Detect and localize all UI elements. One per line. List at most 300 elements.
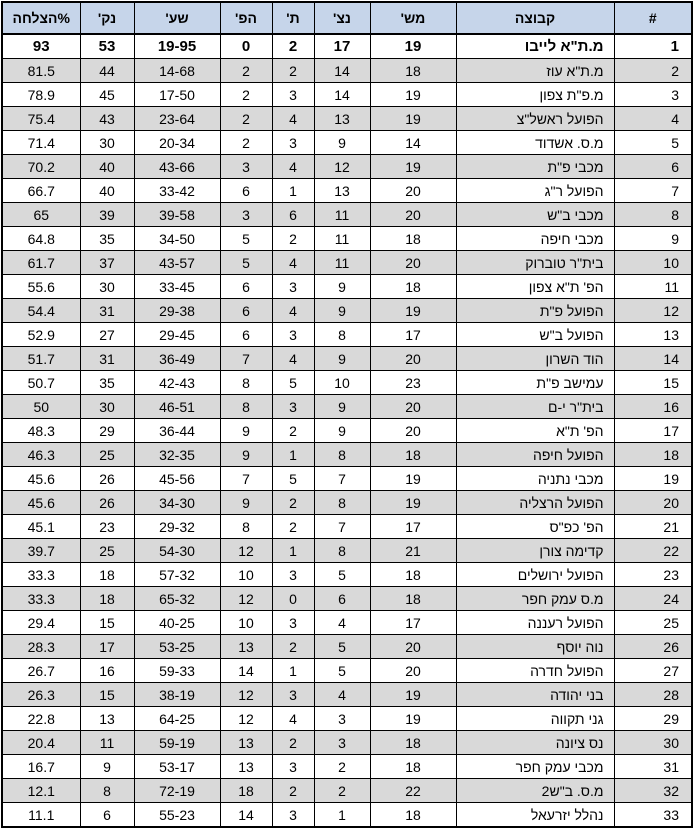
- cell-losses: 18: [220, 779, 272, 803]
- cell-wins: 5: [314, 563, 370, 587]
- cell-pos: 11: [614, 275, 692, 299]
- cell-losses: 8: [220, 395, 272, 419]
- cell-losses: 10: [220, 611, 272, 635]
- cell-goals: 42-43: [134, 371, 220, 395]
- cell-team: הפועל ירושלים: [456, 563, 614, 587]
- cell-losses: 12: [220, 683, 272, 707]
- cell-losses: 7: [220, 347, 272, 371]
- cell-points: 18: [80, 563, 134, 587]
- cell-played: 19: [370, 707, 456, 731]
- table-row: [2, 515, 692, 539]
- table-row: [2, 659, 692, 683]
- table-row: [2, 59, 692, 83]
- cell-goals: 36-49: [134, 347, 220, 371]
- cell-wins: 8: [314, 539, 370, 563]
- cell-points: 13: [80, 707, 134, 731]
- cell-points: 15: [80, 611, 134, 635]
- cell-played: 19: [370, 491, 456, 515]
- cell-wins: 9: [314, 131, 370, 155]
- cell-losses: 9: [220, 443, 272, 467]
- cell-pos: 6: [614, 155, 692, 179]
- cell-losses: 10: [220, 563, 272, 587]
- cell-goals: 38-19: [134, 683, 220, 707]
- cell-team: מ.פ"ת צפון: [456, 83, 614, 107]
- cell-success: 28.3: [2, 635, 80, 659]
- cell-points: 31: [80, 347, 134, 371]
- cell-pos: 2: [614, 59, 692, 83]
- cell-team: מ.ס עמק חפר: [456, 587, 614, 611]
- cell-wins: 7: [314, 515, 370, 539]
- cell-losses: 7: [220, 467, 272, 491]
- cell-success: 78.9: [2, 83, 80, 107]
- cell-wins: 2: [314, 755, 370, 779]
- cell-losses: 8: [220, 515, 272, 539]
- header-team: קבוצה: [456, 2, 614, 34]
- cell-goals: 43-57: [134, 251, 220, 275]
- cell-success: 45.1: [2, 515, 80, 539]
- cell-played: 22: [370, 779, 456, 803]
- table-row: [2, 34, 692, 59]
- cell-goals: 55-23: [134, 803, 220, 828]
- table-row: [2, 803, 692, 828]
- cell-draws: 2: [272, 34, 314, 59]
- cell-success: 81.5: [2, 59, 80, 83]
- cell-pos: 5: [614, 131, 692, 155]
- header-pos: #: [614, 2, 692, 34]
- table-row: [2, 251, 692, 275]
- cell-played: 20: [370, 203, 456, 227]
- cell-points: 53: [80, 34, 134, 59]
- cell-points: 25: [80, 539, 134, 563]
- header-draws: ת': [272, 2, 314, 34]
- cell-success: 52.9: [2, 323, 80, 347]
- cell-pos: 19: [614, 467, 692, 491]
- cell-points: 17: [80, 635, 134, 659]
- cell-goals: 53-25: [134, 635, 220, 659]
- cell-goals: 57-32: [134, 563, 220, 587]
- cell-losses: 6: [220, 299, 272, 323]
- cell-losses: 2: [220, 59, 272, 83]
- cell-pos: 8: [614, 203, 692, 227]
- cell-wins: 14: [314, 83, 370, 107]
- cell-success: 12.1: [2, 779, 80, 803]
- table-row: [2, 395, 692, 419]
- cell-success: 22.8: [2, 707, 80, 731]
- cell-pos: 4: [614, 107, 692, 131]
- cell-wins: 7: [314, 467, 370, 491]
- cell-losses: 13: [220, 635, 272, 659]
- cell-points: 30: [80, 395, 134, 419]
- table-row: [2, 299, 692, 323]
- cell-goals: 34-50: [134, 227, 220, 251]
- table-row: [2, 131, 692, 155]
- cell-pos: 3: [614, 83, 692, 107]
- cell-team: מכבי פ"ת: [456, 155, 614, 179]
- cell-played: 17: [370, 323, 456, 347]
- cell-success: 75.4: [2, 107, 80, 131]
- cell-team: קדימה צורן: [456, 539, 614, 563]
- cell-played: 18: [370, 443, 456, 467]
- cell-losses: 13: [220, 755, 272, 779]
- cell-losses: 2: [220, 131, 272, 155]
- cell-goals: 64-25: [134, 707, 220, 731]
- cell-played: 18: [370, 755, 456, 779]
- table-row: [2, 539, 692, 563]
- header-goals: שע': [134, 2, 220, 34]
- cell-played: 20: [370, 179, 456, 203]
- cell-pos: 23: [614, 563, 692, 587]
- table-row: [2, 467, 692, 491]
- header-wins: נצ': [314, 2, 370, 34]
- cell-wins: 8: [314, 323, 370, 347]
- table-row: [2, 779, 692, 803]
- cell-pos: 25: [614, 611, 692, 635]
- cell-goals: 45-56: [134, 467, 220, 491]
- cell-pos: 7: [614, 179, 692, 203]
- cell-played: 19: [370, 34, 456, 59]
- cell-points: 29: [80, 419, 134, 443]
- cell-success: 26.7: [2, 659, 80, 683]
- cell-pos: 29: [614, 707, 692, 731]
- cell-pos: 18: [614, 443, 692, 467]
- cell-played: 23: [370, 371, 456, 395]
- cell-team: הפועל פ"ת: [456, 299, 614, 323]
- cell-draws: 3: [272, 611, 314, 635]
- cell-wins: 4: [314, 611, 370, 635]
- cell-pos: 28: [614, 683, 692, 707]
- cell-success: 20.4: [2, 731, 80, 755]
- cell-wins: 9: [314, 347, 370, 371]
- cell-points: 15: [80, 683, 134, 707]
- cell-success: 45.6: [2, 467, 80, 491]
- table-row: [2, 683, 692, 707]
- cell-losses: 5: [220, 227, 272, 251]
- cell-pos: 33: [614, 803, 692, 828]
- cell-losses: 14: [220, 803, 272, 828]
- cell-draws: 3: [272, 395, 314, 419]
- cell-draws: 2: [272, 779, 314, 803]
- cell-losses: 12: [220, 707, 272, 731]
- table-row: [2, 347, 692, 371]
- cell-losses: 6: [220, 275, 272, 299]
- cell-wins: 11: [314, 251, 370, 275]
- cell-pos: 9: [614, 227, 692, 251]
- cell-pos: 27: [614, 659, 692, 683]
- cell-points: 26: [80, 467, 134, 491]
- cell-team: מ.ס. אשדוד: [456, 131, 614, 155]
- table-row: [2, 731, 692, 755]
- cell-draws: 2: [272, 635, 314, 659]
- cell-points: 40: [80, 155, 134, 179]
- cell-success: 39.7: [2, 539, 80, 563]
- cell-played: 19: [370, 155, 456, 179]
- cell-wins: 8: [314, 491, 370, 515]
- cell-pos: 16: [614, 395, 692, 419]
- cell-draws: 1: [272, 539, 314, 563]
- table-row: [2, 587, 692, 611]
- cell-success: 70.2: [2, 155, 80, 179]
- cell-team: נס ציונה: [456, 731, 614, 755]
- cell-success: 50.7: [2, 371, 80, 395]
- cell-played: 19: [370, 683, 456, 707]
- cell-pos: 17: [614, 419, 692, 443]
- header-points: נק': [80, 2, 134, 34]
- cell-wins: 9: [314, 299, 370, 323]
- cell-wins: 3: [314, 707, 370, 731]
- cell-played: 19: [370, 299, 456, 323]
- cell-wins: 9: [314, 275, 370, 299]
- cell-played: 18: [370, 803, 456, 828]
- cell-wins: 14: [314, 59, 370, 83]
- cell-played: 18: [370, 227, 456, 251]
- cell-points: 43: [80, 107, 134, 131]
- cell-success: 51.7: [2, 347, 80, 371]
- table-row: [2, 755, 692, 779]
- cell-team: הפועל ראשל"צ: [456, 107, 614, 131]
- cell-played: 20: [370, 635, 456, 659]
- cell-losses: 9: [220, 491, 272, 515]
- cell-goals: 53-17: [134, 755, 220, 779]
- cell-goals: 19-95: [134, 34, 220, 59]
- cell-goals: 46-51: [134, 395, 220, 419]
- table-row: [2, 563, 692, 587]
- cell-draws: 3: [272, 683, 314, 707]
- cell-played: 20: [370, 395, 456, 419]
- cell-draws: 3: [272, 563, 314, 587]
- cell-goals: 54-30: [134, 539, 220, 563]
- cell-draws: 1: [272, 179, 314, 203]
- cell-team: הפועל חדרה: [456, 659, 614, 683]
- cell-wins: 13: [314, 107, 370, 131]
- cell-points: 9: [80, 755, 134, 779]
- cell-team: בני יהודה: [456, 683, 614, 707]
- cell-played: 17: [370, 611, 456, 635]
- cell-draws: 3: [272, 803, 314, 828]
- cell-team: מ.ס. ב"ש2: [456, 779, 614, 803]
- cell-success: 65: [2, 203, 80, 227]
- cell-pos: 26: [614, 635, 692, 659]
- header-row: [2, 2, 692, 34]
- cell-pos: 12: [614, 299, 692, 323]
- cell-draws: 2: [272, 227, 314, 251]
- cell-points: 8: [80, 779, 134, 803]
- cell-team: הפ' כפ"ס: [456, 515, 614, 539]
- cell-losses: 13: [220, 731, 272, 755]
- table-row: [2, 611, 692, 635]
- cell-draws: 4: [272, 251, 314, 275]
- cell-goals: 34-30: [134, 491, 220, 515]
- cell-pos: 31: [614, 755, 692, 779]
- cell-wins: 10: [314, 371, 370, 395]
- cell-success: 66.7: [2, 179, 80, 203]
- cell-team: הפועל ר"ג: [456, 179, 614, 203]
- cell-played: 20: [370, 251, 456, 275]
- cell-goals: 36-44: [134, 419, 220, 443]
- cell-team: מכבי נתניה: [456, 467, 614, 491]
- cell-losses: 5: [220, 251, 272, 275]
- cell-points: 25: [80, 443, 134, 467]
- cell-goals: 43-66: [134, 155, 220, 179]
- cell-team: עמישב פ"ת: [456, 371, 614, 395]
- cell-team: גני תקווה: [456, 707, 614, 731]
- standings-table: [1, 1, 693, 828]
- cell-team: הפועל חיפה: [456, 443, 614, 467]
- cell-success: 29.4: [2, 611, 80, 635]
- cell-points: 26: [80, 491, 134, 515]
- cell-points: 16: [80, 659, 134, 683]
- cell-losses: 6: [220, 323, 272, 347]
- cell-losses: 0: [220, 34, 272, 59]
- table-body: [2, 34, 692, 827]
- cell-draws: 2: [272, 491, 314, 515]
- cell-goals: 72-19: [134, 779, 220, 803]
- table-row: [2, 419, 692, 443]
- cell-draws: 2: [272, 59, 314, 83]
- table-row: [2, 491, 692, 515]
- cell-points: 35: [80, 227, 134, 251]
- cell-success: 54.4: [2, 299, 80, 323]
- cell-draws: 1: [272, 443, 314, 467]
- cell-played: 20: [370, 419, 456, 443]
- cell-played: 19: [370, 83, 456, 107]
- cell-goals: 33-42: [134, 179, 220, 203]
- cell-wins: 9: [314, 395, 370, 419]
- cell-draws: 3: [272, 323, 314, 347]
- cell-goals: 59-19: [134, 731, 220, 755]
- cell-draws: 5: [272, 467, 314, 491]
- header-success: %הצלחה: [2, 2, 80, 34]
- cell-wins: 1: [314, 803, 370, 828]
- cell-draws: 4: [272, 299, 314, 323]
- cell-pos: 13: [614, 323, 692, 347]
- cell-pos: 21: [614, 515, 692, 539]
- cell-points: 30: [80, 275, 134, 299]
- cell-wins: 8: [314, 443, 370, 467]
- table-row: [2, 635, 692, 659]
- cell-wins: 4: [314, 683, 370, 707]
- cell-played: 18: [370, 731, 456, 755]
- cell-goals: 20-34: [134, 131, 220, 155]
- cell-pos: 14: [614, 347, 692, 371]
- cell-success: 64.8: [2, 227, 80, 251]
- cell-played: 21: [370, 539, 456, 563]
- cell-draws: 4: [272, 107, 314, 131]
- cell-wins: 5: [314, 635, 370, 659]
- table-row: [2, 203, 692, 227]
- cell-draws: 3: [272, 131, 314, 155]
- cell-team: מכבי חיפה: [456, 227, 614, 251]
- cell-draws: 2: [272, 419, 314, 443]
- cell-team: הפועל ב"ש: [456, 323, 614, 347]
- cell-played: 20: [370, 659, 456, 683]
- cell-losses: 8: [220, 371, 272, 395]
- cell-points: 11: [80, 731, 134, 755]
- cell-success: 71.4: [2, 131, 80, 155]
- cell-played: 18: [370, 587, 456, 611]
- cell-played: 18: [370, 59, 456, 83]
- cell-pos: 1: [614, 34, 692, 59]
- cell-goals: 23-64: [134, 107, 220, 131]
- cell-played: 19: [370, 107, 456, 131]
- cell-draws: 5: [272, 371, 314, 395]
- cell-played: 17: [370, 515, 456, 539]
- cell-wins: 17: [314, 34, 370, 59]
- cell-success: 33.3: [2, 587, 80, 611]
- cell-points: 31: [80, 299, 134, 323]
- cell-draws: 3: [272, 275, 314, 299]
- cell-goals: 65-32: [134, 587, 220, 611]
- cell-team: נוה יוסף: [456, 635, 614, 659]
- cell-played: 14: [370, 131, 456, 155]
- cell-draws: 2: [272, 515, 314, 539]
- cell-success: 55.6: [2, 275, 80, 299]
- cell-points: 6: [80, 803, 134, 828]
- cell-pos: 30: [614, 731, 692, 755]
- table-row: [2, 227, 692, 251]
- cell-team: מ.ת"א עוז: [456, 59, 614, 83]
- cell-team: בית"ר טוברוק: [456, 251, 614, 275]
- cell-goals: 39-58: [134, 203, 220, 227]
- cell-team: בית"ר י-ם: [456, 395, 614, 419]
- cell-team: מ.ת"א לייבו: [456, 34, 614, 59]
- cell-points: 18: [80, 587, 134, 611]
- cell-points: 35: [80, 371, 134, 395]
- cell-points: 23: [80, 515, 134, 539]
- table-row: [2, 275, 692, 299]
- cell-team: מכבי עמק חפר: [456, 755, 614, 779]
- cell-points: 30: [80, 131, 134, 155]
- table-row: [2, 707, 692, 731]
- cell-goals: 14-68: [134, 59, 220, 83]
- cell-goals: 59-33: [134, 659, 220, 683]
- cell-points: 44: [80, 59, 134, 83]
- cell-success: 45.6: [2, 491, 80, 515]
- cell-success: 16.7: [2, 755, 80, 779]
- cell-wins: 11: [314, 227, 370, 251]
- cell-draws: 6: [272, 203, 314, 227]
- cell-wins: 9: [314, 419, 370, 443]
- cell-wins: 12: [314, 155, 370, 179]
- header-losses: הפ': [220, 2, 272, 34]
- cell-goals: 29-32: [134, 515, 220, 539]
- cell-success: 11.1: [2, 803, 80, 828]
- cell-goals: 29-45: [134, 323, 220, 347]
- cell-losses: 9: [220, 419, 272, 443]
- cell-points: 27: [80, 323, 134, 347]
- cell-pos: 32: [614, 779, 692, 803]
- cell-goals: 29-38: [134, 299, 220, 323]
- cell-played: 19: [370, 467, 456, 491]
- cell-losses: 6: [220, 179, 272, 203]
- cell-success: 61.7: [2, 251, 80, 275]
- cell-success: 93: [2, 34, 80, 59]
- cell-team: נהלל יזרעאל: [456, 803, 614, 828]
- cell-team: הפועל הרצליה: [456, 491, 614, 515]
- cell-pos: 20: [614, 491, 692, 515]
- cell-losses: 12: [220, 539, 272, 563]
- cell-points: 39: [80, 203, 134, 227]
- cell-played: 18: [370, 275, 456, 299]
- table-row: [2, 323, 692, 347]
- cell-team: מכבי ב"ש: [456, 203, 614, 227]
- cell-points: 40: [80, 179, 134, 203]
- cell-wins: 3: [314, 731, 370, 755]
- cell-success: 26.3: [2, 683, 80, 707]
- table-row: [2, 371, 692, 395]
- table-row: [2, 443, 692, 467]
- cell-draws: 4: [272, 155, 314, 179]
- cell-draws: 2: [272, 731, 314, 755]
